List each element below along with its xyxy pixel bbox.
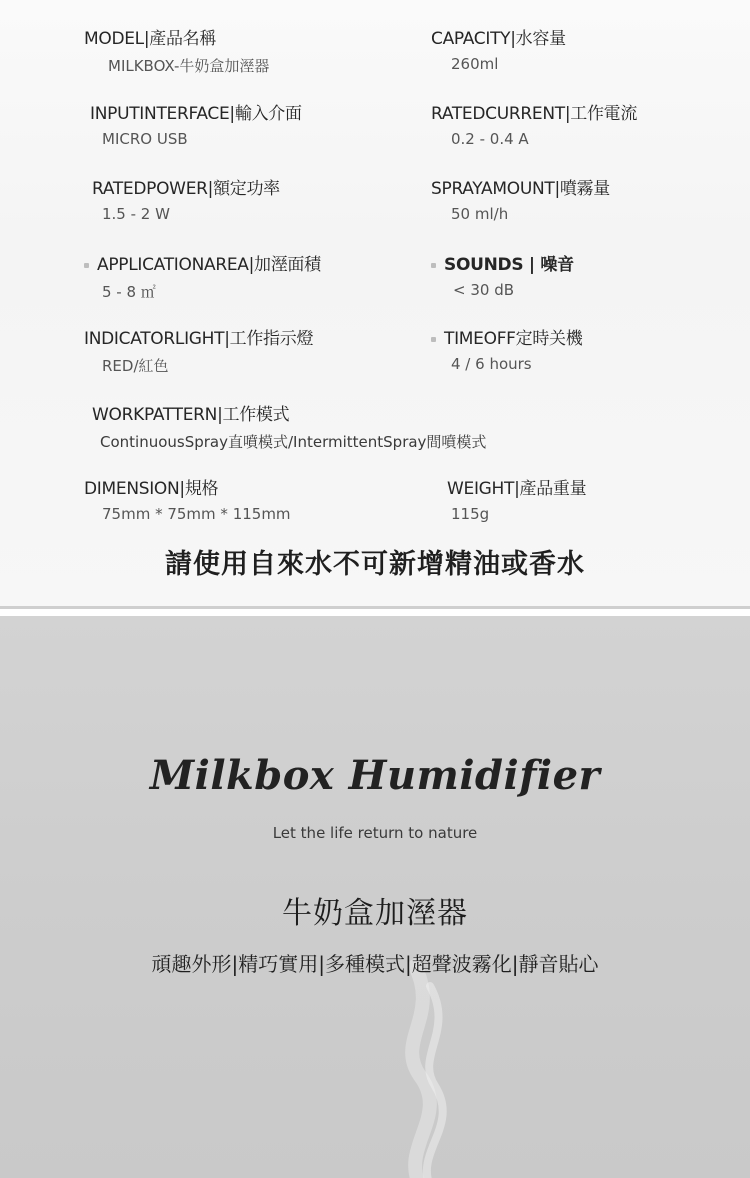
spec-spray-amount <box>431 174 610 223</box>
spec-value: 5 - 8 ㎡ <box>102 283 156 301</box>
spec-label: INDICATORLIGHT|工作指示燈 <box>84 329 314 349</box>
spec-label: SOUNDS | 噪音 <box>444 255 574 275</box>
spec-label-row <box>84 250 321 275</box>
spec-label: APPLICATIONAREA|加溼面積 <box>97 255 321 275</box>
spec-value: 50 ml/h <box>451 205 509 223</box>
spec-label: WORKPATTERN|工作模式 <box>92 405 290 425</box>
spec-sounds <box>431 250 574 299</box>
spec-time-off <box>431 324 582 373</box>
spec-value: 1.5 - 2 W <box>102 205 170 223</box>
spec-label-row <box>431 250 574 275</box>
spec-value: 75mm * 75mm * 115mm <box>102 505 291 523</box>
spec-work-pattern <box>92 400 486 452</box>
tagline: Let the life return to nature <box>272 824 478 842</box>
spec-label: RATEDCURRENT|工作電流 <box>431 104 638 124</box>
spec-label: RATEDPOWER|額定功率 <box>92 179 280 199</box>
bullet-icon <box>431 337 436 342</box>
spec-value: 0.2 - 0.4 A <box>451 130 529 148</box>
spec-value: 115g <box>451 505 490 523</box>
spec-label: SPRAYAMOUNT|噴霧量 <box>431 179 610 199</box>
brand-logo-text: Milkbox Humidifier <box>149 752 601 799</box>
spec-value: ContinuousSpray直噴模式/IntermittentSpray間噴模式 <box>100 433 487 451</box>
spec-label: TIMEOFF定時关機 <box>444 329 583 349</box>
spec-dimension <box>84 474 291 523</box>
mist-icon <box>360 946 480 1178</box>
spec-label: DIMENSION|規格 <box>84 479 219 499</box>
spec-value: MILKBOX-牛奶盒加溼器 <box>108 57 270 75</box>
spec-value: RED/紅色 <box>102 357 169 375</box>
spec-rated-power <box>92 174 280 223</box>
section-divider <box>0 606 750 609</box>
spec-application-area <box>84 250 321 302</box>
spec-capacity <box>431 24 566 73</box>
spec-label: MODEL|產品名稱 <box>84 29 217 49</box>
spec-model <box>84 24 269 76</box>
spec-value: 260ml <box>451 55 499 73</box>
spec-indicator-light <box>84 324 313 376</box>
spec-label: CAPACITY|水容量 <box>431 29 566 49</box>
spec-rated-current <box>431 99 637 148</box>
product-title-cn: 牛奶盒加溼器 <box>282 896 468 931</box>
bullet-icon <box>431 263 436 268</box>
spec-label: INPUTINTERFACE|輸入介面 <box>90 104 302 124</box>
feature-list: 頑趣外形|精巧實用|多種模式|超聲波霧化|靜音貼心 <box>151 952 599 976</box>
usage-warning: 請使用自來水不可新增精油或香水 <box>165 549 585 580</box>
spec-value: < 30 dB <box>453 281 515 299</box>
spec-weight <box>447 474 586 523</box>
spec-value: MICRO USB <box>102 130 188 148</box>
bullet-icon <box>84 263 89 268</box>
spec-value: 4 / 6 hours <box>451 355 532 373</box>
spec-label-row <box>431 324 582 349</box>
hero-banner <box>0 616 750 1178</box>
spec-label: WEIGHT|產品重量 <box>447 479 587 499</box>
spec-input-interface <box>90 99 302 148</box>
